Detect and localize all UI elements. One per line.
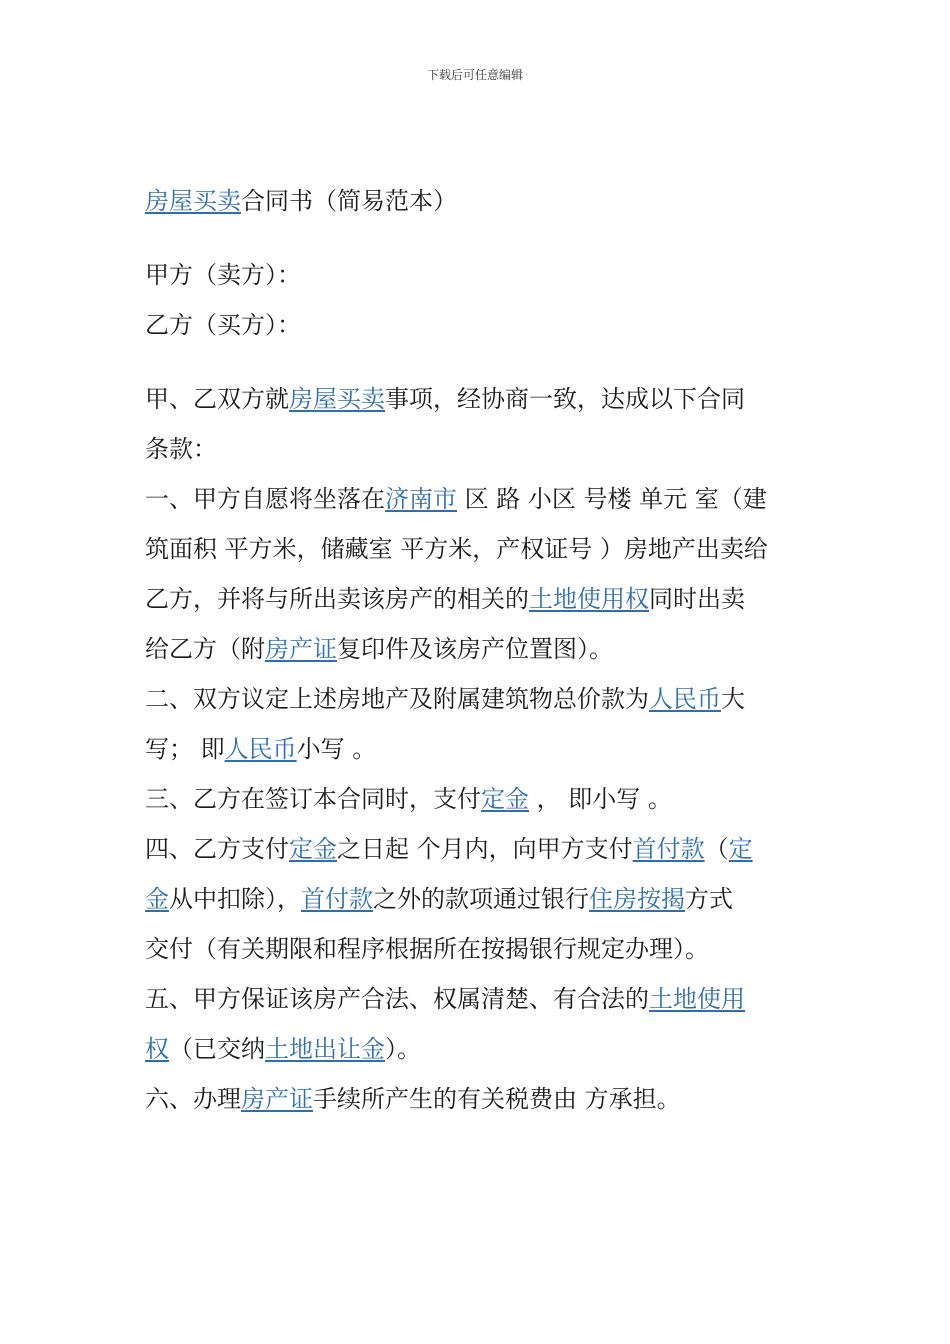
clause-1-line-2: 筑面积 平方米，储藏室 平方米，产权证号 ）房地产出卖给 (145, 535, 768, 563)
title-link-house-sale[interactable]: 房屋买卖 (145, 187, 241, 215)
clause-text: 之外的款项通过银行 (373, 885, 589, 913)
link-deposit[interactable]: 定金 (481, 785, 529, 813)
clause-text: 方式 (685, 885, 733, 913)
link-land-use-right-part-1[interactable]: 土地使用 (649, 985, 745, 1013)
page-header-note: 下载后可任意编辑 (426, 68, 523, 82)
clause-4-line-2 (145, 874, 825, 924)
clause-text: 给乙方（附 (145, 635, 265, 663)
party-a-line: 甲方（卖方）： (145, 261, 301, 289)
link-rmb[interactable]: 人民币 (224, 735, 297, 763)
link-mortgage[interactable]: 住房按揭 (589, 885, 685, 913)
clause-text: 小写 。 (296, 735, 377, 763)
clause-2-line-2 (145, 724, 825, 774)
clause-1-line-4 (145, 624, 825, 674)
clause-text: ）。 (385, 1035, 421, 1063)
link-deposit[interactable]: 定金 (289, 835, 337, 863)
link-jinan[interactable]: 济南市 (385, 485, 457, 513)
clause-6-line-1 (145, 1074, 825, 1124)
link-deposit-part-2[interactable]: 金 (145, 885, 169, 913)
party-b-line: 乙方（买方）： (145, 311, 301, 339)
clause-5-line-2 (145, 1024, 825, 1074)
clause-text: 五、甲方保证该房产合法、权属清楚、有合法的 (145, 985, 649, 1013)
link-down-payment[interactable]: 首付款 (301, 885, 373, 913)
clause-1-line-1 (145, 474, 825, 524)
clause-text: ， 即小写 。 (529, 785, 672, 813)
clause-4-line-1 (145, 824, 825, 874)
intro-text: 事项，经协商一致，达成以下合同 (385, 385, 745, 413)
document-title (145, 176, 825, 226)
link-deposit-part-1[interactable]: 定 (728, 835, 753, 863)
clause-text: 二、双方议定上述房地产及附属建筑物总价款为 (145, 685, 649, 713)
clause-text: （已交纳 (169, 1035, 265, 1063)
title-text: 合同书（简易范本） (241, 187, 457, 215)
clause-text: （ (704, 835, 729, 863)
clause-4-line-3: 交付（有关期限和程序根据所在按揭银行规定办理）。 (145, 935, 709, 963)
document-body (145, 176, 825, 1124)
clause-text: 一、甲方自愿将坐落在 (145, 485, 385, 513)
clause-2-line-1 (145, 674, 825, 724)
link-property-certificate[interactable]: 房产证 (241, 1085, 313, 1113)
intro-line-1 (145, 374, 825, 424)
clause-text: 复印件及该房产位置图）。 (337, 635, 613, 663)
clause-text: 写； 即 (145, 735, 225, 763)
link-rmb[interactable]: 人民币 (649, 685, 721, 713)
clause-text: 手续所产生的有关税费由 方承担。 (313, 1085, 681, 1113)
clause-1-line-3 (145, 574, 825, 624)
clause-text: 同时出卖 (649, 585, 745, 613)
link-land-use-right-part-2[interactable]: 权 (145, 1035, 169, 1063)
clause-text: 之日起 个月内，向甲方支付 (337, 835, 633, 863)
intro-link-house-sale[interactable]: 房屋买卖 (289, 385, 385, 413)
intro-text: 甲、乙双方就 (145, 385, 289, 413)
clause-text: 大 (721, 685, 745, 713)
clause-text: 三、乙方在签订本合同时，支付 (145, 785, 481, 813)
clause-text: 六、办理 (145, 1085, 241, 1113)
clause-3-line-1 (145, 774, 825, 824)
clause-text: 从中扣除）， (169, 885, 301, 913)
link-property-certificate[interactable]: 房产证 (265, 635, 337, 663)
clause-5-line-1 (145, 974, 825, 1024)
clause-text: 区 路 小区 号楼 单元 室（建 (457, 485, 767, 513)
intro-line-2: 条款： (145, 435, 217, 463)
link-land-use-right[interactable]: 土地使用权 (529, 585, 649, 613)
link-down-payment[interactable]: 首付款 (632, 835, 705, 863)
link-land-transfer-fee[interactable]: 土地出让金 (265, 1035, 385, 1063)
clause-text: 乙方，并将与所出卖该房产的相关的 (145, 585, 529, 613)
clause-text: 四、乙方支付 (145, 835, 289, 863)
